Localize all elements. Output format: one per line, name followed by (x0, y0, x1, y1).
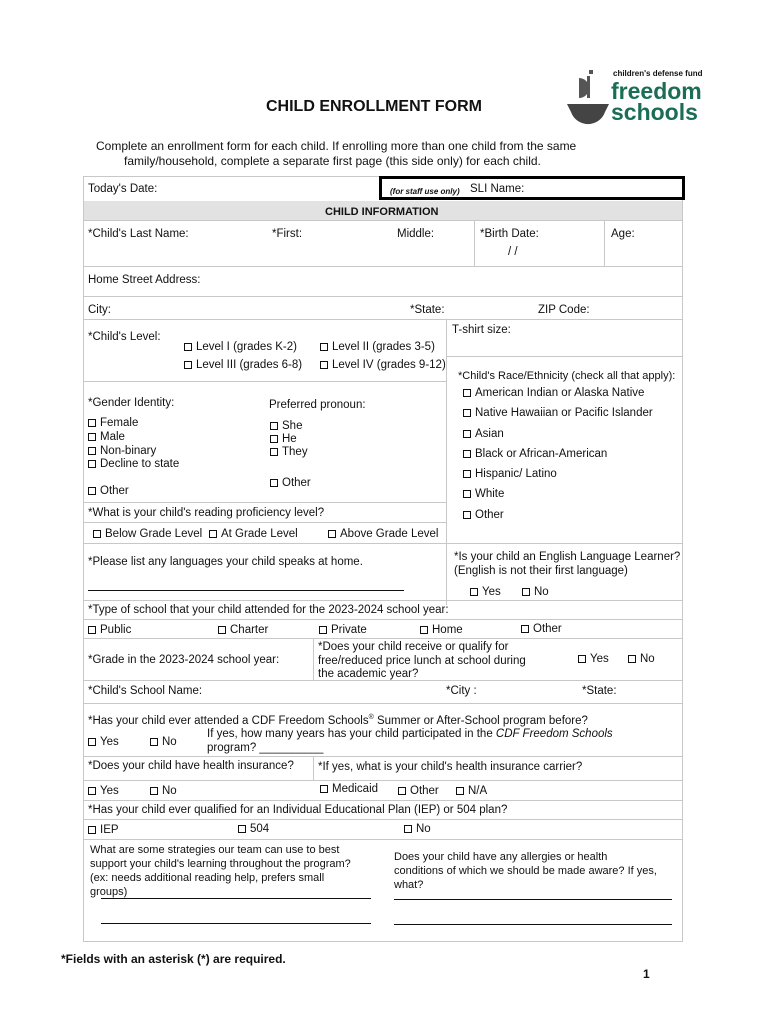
school-public-checkbox[interactable]: Public (88, 624, 131, 637)
ship-logo-icon (565, 68, 611, 126)
todays-date-label: Today's Date: (88, 183, 158, 195)
pronoun-she-checkbox[interactable]: She (270, 420, 302, 433)
strategies-line-2: support your child's learning throughout the program? (90, 858, 351, 870)
insurance-carrier-question: *If yes, what is your child's health insurance carrier? (318, 761, 583, 773)
birth-date-slashes: / / (508, 246, 518, 258)
insurance-na-checkbox[interactable]: N/A (456, 785, 487, 798)
reading-above-checkbox[interactable]: Above Grade Level (328, 528, 438, 541)
race-label: *Child's Race/Ethnicity (check all that apply): (458, 370, 676, 382)
form-title: CHILD ENROLLMENT FORM (266, 98, 482, 115)
strategies-line-1: What are some strategies our team can use to best (90, 844, 340, 856)
lunch-no-checkbox[interactable]: No (628, 653, 655, 666)
ell-question-2: (English is not their first language) (454, 565, 628, 577)
insurance-yes-checkbox[interactable]: Yes (88, 785, 119, 798)
gender-female-checkbox[interactable]: Female (88, 417, 138, 430)
insurance-question: *Does your child have health insurance? (88, 760, 294, 772)
first-name-label: *First: (272, 228, 303, 240)
strategies-answer-line-2[interactable] (101, 923, 371, 924)
school-state-label: *State: (582, 685, 617, 697)
middle-name-label: Middle: (397, 228, 435, 240)
insurance-medicaid-checkbox[interactable]: Medicaid (320, 783, 378, 796)
lunch-question-3: the academic year? (318, 668, 419, 680)
child-level-label: *Child's Level: (88, 331, 161, 343)
section-header: CHILD INFORMATION (325, 206, 439, 218)
level-1-checkbox[interactable]: Level I (grades K-2) (184, 341, 297, 354)
intro-line2: family/household, complete a separate first page (this side only) for each child. (124, 154, 541, 168)
logo-line2: schools (611, 99, 698, 125)
strategies-line-3: (ex: needs additional reading help, prefers small (90, 872, 325, 884)
age-label: Age: (611, 228, 635, 240)
cdf-question: *Has your child ever attended a CDF Freedom Schools® Summer or After-School program before? (88, 714, 588, 727)
logo-line1: freedom (611, 78, 702, 104)
cdf-no-checkbox[interactable]: No (150, 736, 177, 749)
school-city-label: *City : (446, 685, 477, 697)
languages-line[interactable] (88, 590, 404, 591)
languages-label: *Please list any languages your child speaks at home. (88, 556, 363, 568)
strategies-line-4: groups) (90, 886, 128, 898)
school-type-label: *Type of school that your child attended for the 2023-2024 school year: (88, 604, 449, 616)
gender-other-checkbox[interactable]: Other (88, 485, 129, 498)
reading-below-checkbox[interactable]: Below Grade Level (93, 528, 202, 541)
cdf-years-1: If yes, how many years has your child participated in the CDF Freedom Schools (207, 728, 613, 740)
last-name-label: *Child's Last Name: (88, 228, 189, 240)
lunch-question-1: *Does your child receive or qualify for (318, 641, 509, 653)
allergies-answer-line-1[interactable] (394, 899, 672, 900)
grade-label: *Grade in the 2023-2024 school year: (88, 654, 280, 666)
race-option-other[interactable]: Other (463, 509, 504, 522)
allergies-line-1: Does your child have any allergies or health (394, 851, 608, 863)
level-3-checkbox[interactable]: Level III (grades 6-8) (184, 359, 302, 372)
school-name-label: *Child's School Name: (88, 685, 203, 697)
staff-use-note: (for staff use only) (390, 187, 460, 196)
race-option-american-indian[interactable]: American Indian or Alaska Native (463, 387, 644, 400)
school-private-checkbox[interactable]: Private (319, 624, 367, 637)
address-label: Home Street Address: (88, 274, 201, 286)
logo-org: children's defense fund (613, 69, 703, 78)
required-fields-note: *Fields with an asterisk (*) are required. (61, 952, 286, 966)
race-option-asian[interactable]: Asian (463, 428, 504, 441)
allergies-line-3: what? (394, 879, 424, 891)
school-home-checkbox[interactable]: Home (420, 624, 463, 637)
tshirt-label: T-shirt size: (452, 324, 511, 336)
level-2-checkbox[interactable]: Level II (grades 3-5) (320, 341, 435, 354)
gender-label: *Gender Identity: (88, 397, 175, 409)
sli-name-label: SLI Name: (470, 183, 525, 195)
todays-date-field[interactable] (160, 179, 375, 197)
insurance-other-checkbox[interactable]: Other (398, 785, 439, 798)
ell-yes-checkbox[interactable]: Yes (470, 586, 501, 599)
pronoun-other-checkbox[interactable]: Other (270, 477, 311, 490)
city-label: City: (88, 304, 111, 316)
intro-line1: Complete an enrollment form for each child. If enrolling more than one child from the same (96, 139, 577, 153)
gender-nonbinary-checkbox[interactable]: Non-binary (88, 445, 156, 458)
iep-checkbox[interactable]: IEP (88, 824, 119, 837)
pronoun-he-checkbox[interactable]: He (270, 433, 297, 446)
school-charter-checkbox[interactable]: Charter (218, 624, 268, 637)
cdf-years-2: program? __________ (207, 742, 324, 754)
race-option-native-hawaiian[interactable]: Native Hawaiian or Pacific Islander (463, 407, 653, 420)
reading-label: *What is your child's reading proficiency level? (88, 507, 325, 519)
staff-sli-box[interactable] (379, 176, 685, 200)
iep-question: *Has your child ever qualified for an Individual Educational Plan (IEP) or 504 plan? (88, 804, 508, 816)
ell-no-checkbox[interactable]: No (522, 586, 549, 599)
allergies-line-2: conditions of which we should be made aware? If yes, (394, 865, 657, 877)
lunch-question-2: free/reduced price lunch at school during (318, 655, 526, 667)
race-option-white[interactable]: White (463, 488, 504, 501)
gender-decline-checkbox[interactable]: Decline to state (88, 458, 179, 471)
gender-male-checkbox[interactable]: Male (88, 431, 125, 444)
logo (565, 68, 715, 126)
lunch-yes-checkbox[interactable]: Yes (578, 653, 609, 666)
zip-label: ZIP Code: (538, 304, 590, 316)
birth-date-label: *Birth Date: (480, 228, 539, 240)
pronoun-label: Preferred pronoun: (269, 399, 366, 411)
plan-504-checkbox[interactable]: 504 (238, 823, 269, 836)
level-4-checkbox[interactable]: Level IV (grades 9-12) (320, 359, 446, 372)
ell-question-1: *Is your child an English Language Learner? (454, 551, 681, 563)
allergies-answer-line-2[interactable] (394, 924, 672, 925)
iep-no-checkbox[interactable]: No (404, 823, 431, 836)
race-option-black[interactable]: Black or African-American (463, 448, 607, 461)
page-number: 1 (643, 967, 650, 981)
strategies-answer-line-1[interactable] (101, 898, 371, 899)
pronoun-they-checkbox[interactable]: They (270, 446, 308, 459)
reading-at-checkbox[interactable]: At Grade Level (209, 528, 298, 541)
insurance-no-checkbox[interactable]: No (150, 785, 177, 798)
cdf-yes-checkbox[interactable]: Yes (88, 736, 119, 749)
race-option-hispanic[interactable]: Hispanic/ Latino (463, 468, 557, 481)
state-label: *State: (410, 304, 445, 316)
school-other-checkbox[interactable]: Other (521, 623, 562, 636)
